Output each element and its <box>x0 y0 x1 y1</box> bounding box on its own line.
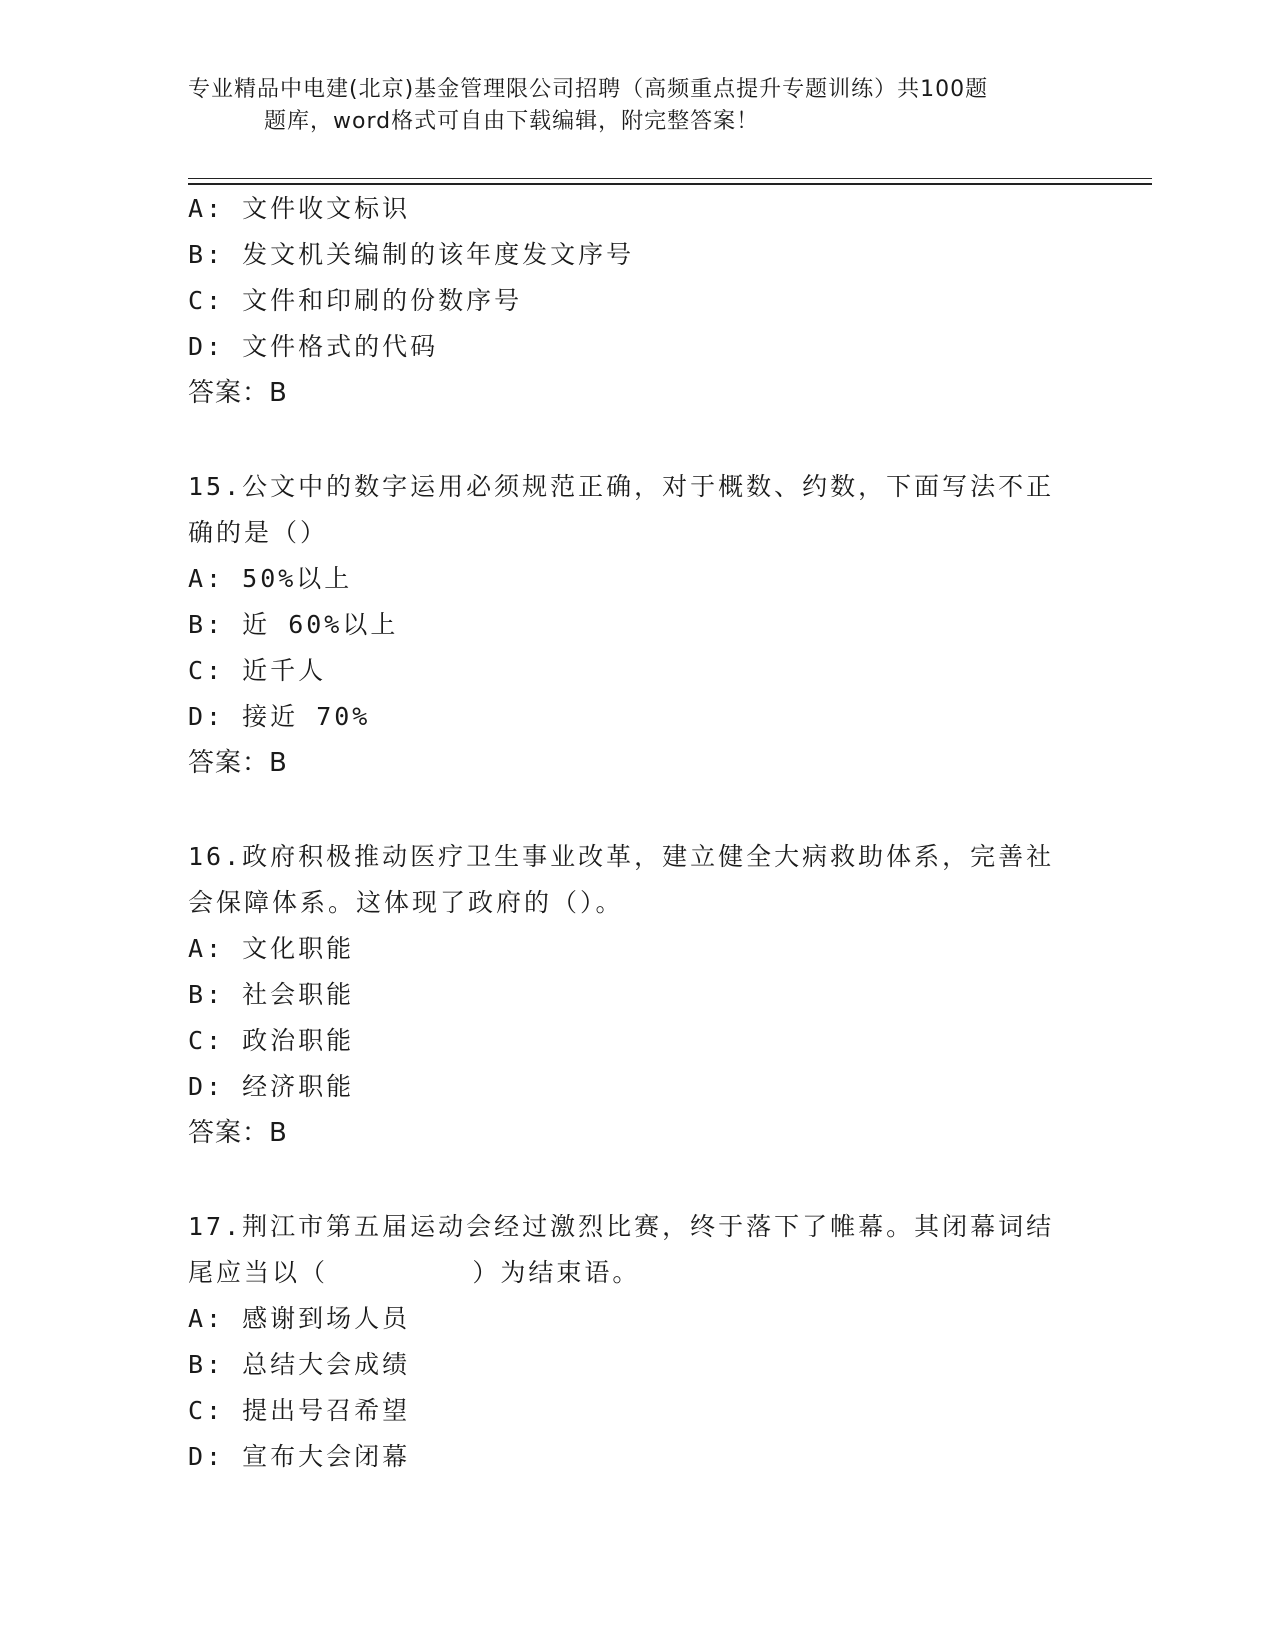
question-stem-line2: 会保障体系。这体现了政府的（）。 <box>188 888 624 917</box>
question-content <box>188 186 1088 1480</box>
answer-line: 答案：B <box>188 748 288 778</box>
option-b: B: 近 60%以上 <box>188 610 399 639</box>
option-d: D: 经济职能 <box>188 1072 355 1101</box>
question-stem-line2: 尾应当以（ ）为结束语。 <box>188 1258 641 1287</box>
option-c: C: 提出号召希望 <box>188 1396 411 1425</box>
answer-line: 答案：B <box>188 1118 288 1148</box>
option-d: D: 文件格式的代码 <box>188 332 439 361</box>
header-divider-thin <box>188 178 1152 179</box>
header-title-line2: 题库，word格式可自由下载编辑，附完整答案！ <box>264 109 760 134</box>
option-a: A: 文化职能 <box>188 934 355 963</box>
option-a: A: 50%以上 <box>188 564 353 593</box>
question-16 <box>188 834 1088 1156</box>
question-14-options <box>188 186 1088 416</box>
question-stem-line1: 17.荆江市第五届运动会经过激烈比赛，终于落下了帷幕。其闭幕词结 <box>188 1212 1055 1241</box>
option-c: C: 文件和印刷的份数序号 <box>188 286 523 315</box>
option-c: C: 近千人 <box>188 656 327 685</box>
question-stem-line1: 16.政府积极推动医疗卫生事业改革，建立健全大病救助体系，完善社 <box>188 842 1055 871</box>
option-b: B: 发文机关编制的该年度发文序号 <box>188 240 635 269</box>
header-divider-thick <box>188 183 1152 185</box>
question-17 <box>188 1204 1088 1480</box>
header-title-line1: 专业精品中电建(北京)基金管理限公司招聘（高频重点提升专题训练）共100题 <box>188 77 989 102</box>
option-b: B: 总结大会成绩 <box>188 1350 411 1379</box>
question-stem-line2: 确的是（） <box>188 518 329 547</box>
answer-line: 答案：B <box>188 378 288 408</box>
option-d: D: 宣布大会闭幕 <box>188 1442 411 1471</box>
option-a: A: 文件收文标识 <box>188 194 411 223</box>
option-b: B: 社会职能 <box>188 980 355 1009</box>
question-15 <box>188 464 1088 786</box>
option-d: D: 接近 70% <box>188 702 371 731</box>
option-c: C: 政治职能 <box>188 1026 355 1055</box>
option-a: A: 感谢到场人员 <box>188 1304 411 1333</box>
document-header <box>188 74 1088 138</box>
question-stem-line1: 15.公文中的数字运用必须规范正确，对于概数、约数，下面写法不正 <box>188 472 1055 501</box>
